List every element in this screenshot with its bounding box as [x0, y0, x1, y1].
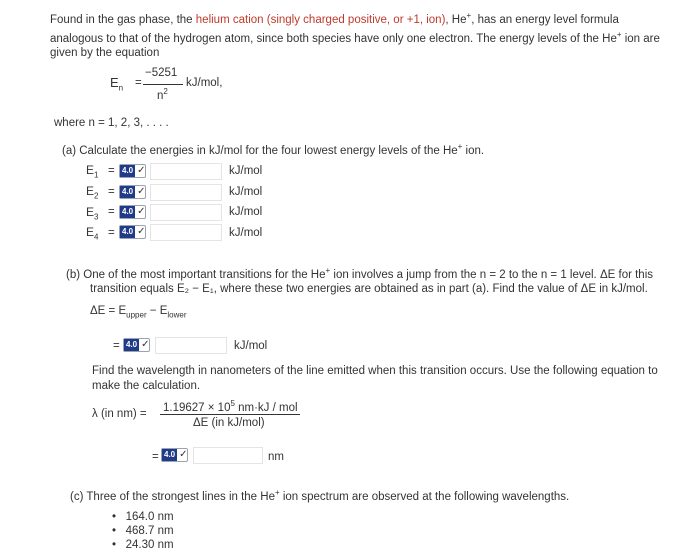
score-badge: 4.0 ✓: [119, 225, 146, 239]
lambda-denominator: ΔE (in kJ/mol): [193, 417, 265, 429]
unit-label: kJ/mol: [229, 206, 263, 218]
score-badge: 4.0 ✓: [119, 164, 146, 178]
equation-denominator: $n^2$: [157, 87, 168, 102]
lambda-numerator: $1.19627 \times 10^5$ nm·kJ / mol: [163, 399, 298, 414]
checkmark-icon: ✓: [137, 165, 146, 176]
part-b-line-1: (b) One of the most important transitions for the He+ ion involves a jump from the n = 2 to the n = 1 level. ΔE for this: [66, 266, 654, 281]
lambda-lhs: λ (in nm) =: [92, 408, 147, 420]
unit-label: kJ/mol: [229, 186, 263, 198]
energy-label-3: $E_3$: [86, 205, 99, 222]
delta-e-input[interactable]: [155, 337, 227, 354]
energy-input-1[interactable]: [150, 163, 222, 180]
delta-e-unit: kJ/mol: [234, 340, 268, 352]
equation-fraction-bar: [143, 84, 183, 85]
intro-line-2: analogous to that of the hydrogen atom, since both species have only one electron. The energy levels of the He+ ion are: [50, 30, 660, 45]
equals-sign: =: [108, 186, 115, 198]
equation-numerator: −5251: [145, 67, 178, 79]
wavelength-instructions-1: Find the wavelength in nanometers of the line emitted when this transition occurs. Use the following equation to: [92, 365, 658, 377]
part-a-prompt: (a) Calculate the energies in kJ/mol for the four lowest energy levels of the He+ ion.: [62, 142, 485, 157]
unit-label: kJ/mol: [229, 165, 263, 177]
score-badge: 4.0 ✓: [123, 338, 150, 352]
wavelength-unit: nm: [268, 451, 284, 463]
delta-e-equals: =: [113, 340, 120, 352]
energy-input-3[interactable]: [150, 204, 222, 221]
bullet-list-item: • 164.0 nm: [112, 511, 174, 523]
equals-sign: =: [108, 227, 115, 239]
wavelength-equals: =: [152, 451, 159, 463]
energy-label-4: $E_4$: [86, 225, 99, 242]
energy-label-2: $E_2$: [86, 184, 99, 201]
energy-input-2[interactable]: [150, 184, 222, 201]
equals-sign: =: [108, 165, 115, 177]
intro-line-1: Found in the gas phase, the helium cation (singly charged positive, or +1, ion), He+, has an energy level formula: [50, 11, 619, 26]
singly-charged-link: (singly charged positive, or +1, ion): [266, 13, 446, 26]
wavelength-input[interactable]: [193, 447, 263, 464]
score-badge: 4.0 ✓: [119, 205, 146, 219]
checkmark-icon: ✓: [137, 206, 146, 217]
equation-lhs: $E_n$: [110, 75, 124, 93]
bullet-list-item: • 24.30 nm: [112, 539, 174, 551]
score-badge: 4.0 ✓: [161, 448, 188, 462]
bullet-list-item: • 468.7 nm: [112, 525, 174, 537]
checkmark-icon: ✓: [179, 449, 188, 460]
equation-equals: =: [135, 77, 142, 89]
checkmark-icon: ✓: [141, 339, 150, 350]
checkmark-icon: ✓: [137, 186, 146, 197]
energy-label-1: $E_1$: [86, 163, 99, 180]
equation-units: kJ/mol,: [186, 77, 223, 89]
part-c-prompt: (c) Three of the strongest lines in the He+ ion spectrum are observed at the following wavelengths.: [70, 488, 570, 503]
score-badge: 4.0 ✓: [119, 185, 146, 199]
helium-cation-link: helium cation: [195, 13, 264, 26]
wavelength-instructions-2: make the calculation.: [92, 380, 201, 392]
checkmark-icon: ✓: [137, 226, 146, 237]
part-b-line-2: transition equals E₂ − E₁, where these two energies are obtained as in part (a). Find the value of ΔE in kJ/mol.: [90, 283, 648, 295]
energy-input-4[interactable]: [150, 224, 222, 241]
where-line: where n = 1, 2, 3, . . . .: [54, 117, 169, 129]
equals-sign: =: [108, 206, 115, 218]
intro-line-3: given by the equation: [50, 47, 160, 59]
delta-e-definition: $\Delta E = E_{upper} - E_{lower}$: [90, 305, 187, 320]
lambda-fraction-bar: [160, 414, 300, 415]
unit-label: kJ/mol: [229, 227, 263, 239]
